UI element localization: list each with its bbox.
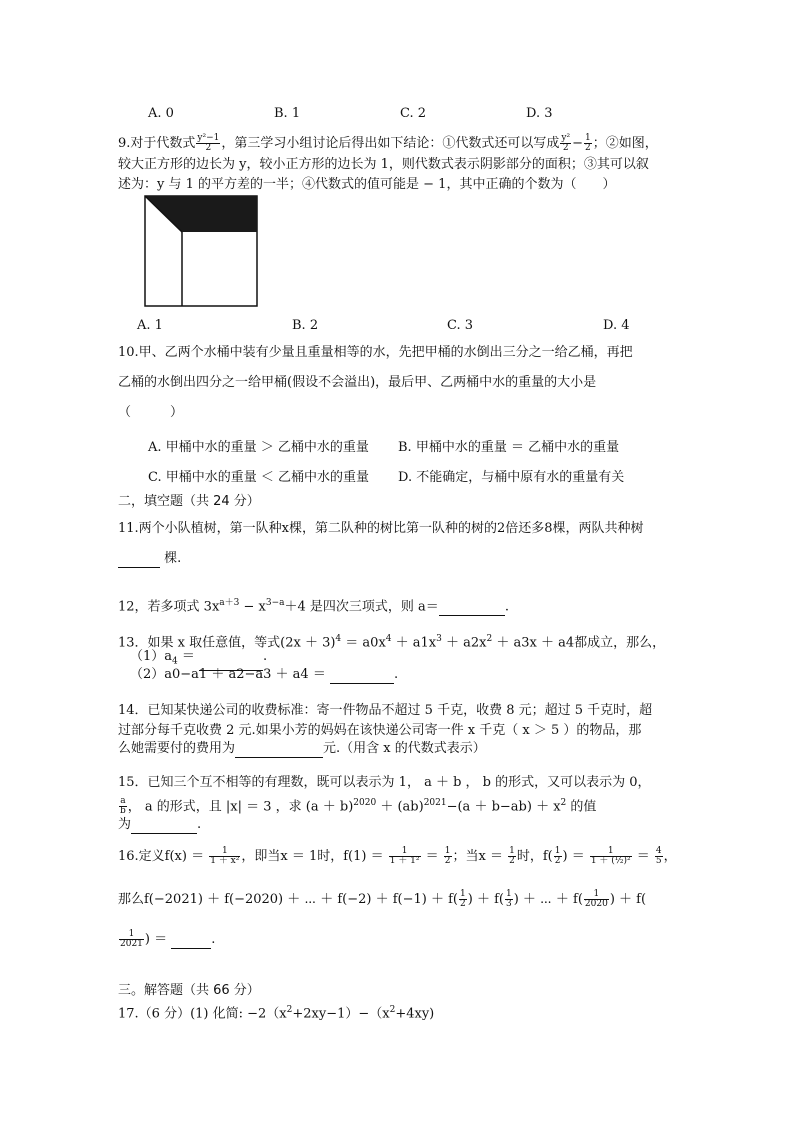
q13-sub2-blank[interactable] — [330, 669, 394, 684]
q16-answer-blank[interactable] — [171, 934, 211, 949]
q9-option-b: B. 2 — [292, 318, 319, 333]
q14-line-1: 14．已知某快递公司的收费标准：寄一件物品不超过 5 千克，收费 8 元；超过 5 千克时，超 — [118, 703, 653, 718]
section-3-heading: 三。解答题（共 66 分） — [118, 983, 260, 998]
square-figure — [144, 195, 260, 309]
q9-fraction-2: $\frac{\text{y²}}{2}$ — [561, 133, 571, 153]
q16-line-1: 16.定义f(x) ＝ $\frac{1}{\text{1 ＋ x²}}$ ，即当x ＝ 1时，f(1) ＝ $\frac{1}{\text{1 ＋ 1²}}$ ＝ $\frac{1}{2}$ ；当x ＝ $\frac{1}{2}$ 时，f( $\frac{1}{2}$ ) ＝ $\frac{1}{\text{1 ＋ (½)²}}$ ＝ $\frac{4}{5}$ ， — [118, 846, 677, 866]
q16-fraction-result: $\frac{4}{5}$ — [655, 846, 662, 866]
q9-line-1: 9.对于代数式 $\frac{\text{y²−1}}{2}$ ，第三学习小组讨论后得出如下结论：①代数式还可以写成 $\frac{\text{y²}}{2}$ − $\frac{1}{2}$ ；②如图， — [118, 133, 658, 153]
q16-fraction-half-3: $\frac{1}{2}$ — [554, 846, 561, 866]
q12-line: 12，若多项式 $3x^{a+3} - x^{3-a}+4$ 是四次三项式，则 a＝ . — [118, 598, 509, 615]
q16-fraction-2021: $\frac{1}{2021}$ — [120, 929, 143, 949]
q10-line-2: 乙桶的水倒出四分之一给甲桶(假设不会溢出)，最后甲、乙两桶中水的重量的大小是 — [118, 375, 597, 390]
q16-fraction-2020: $\frac{1}{2020}$ — [584, 889, 608, 909]
q8-option-c: C. 2 — [400, 106, 427, 121]
q16-fraction-fx: $\frac{1}{\text{1 ＋ x²}}$ — [210, 846, 240, 866]
q14-line-3: 么她需要付的费用为 元.（用含 x 的代数式表示） — [118, 741, 486, 756]
q11-line-1: 11.两个小队植树，第一队种x棵，第二队种的树比第一队种的树的2倍还多8棵，两队共种树 — [118, 521, 644, 536]
q8-option-b: B. 1 — [274, 106, 301, 121]
q15-answer-blank[interactable] — [131, 819, 197, 834]
q16-fraction-f1: $\frac{1}{\text{1 ＋ 1²}}$ — [389, 846, 420, 866]
q14-answer-blank[interactable] — [235, 743, 323, 758]
q10-option-d: D. 不能确定，与桶中原有水的重量有关 — [398, 470, 625, 485]
q12-answer-blank[interactable] — [439, 601, 505, 616]
q9-fraction-3: $\frac{1}{2}$ — [585, 133, 591, 153]
q10-line-1: 10.甲、乙两个水桶中装有少量且重量相等的水，先把甲桶的水倒出三分之一给乙桶，再把 — [118, 345, 633, 360]
q15-line-1: 15．已知三个互不相等的有理数，既可以表示为 1， a ＋ b ， b 的形式，又可以表示为 0， — [118, 775, 651, 790]
q16-line-2: 那么f(−2021) ＋ f(−2020) ＋ ⋯ ＋ f(−2) ＋ f(−1) ＋ f( $\frac{1}{2}$ ) ＋ f( $\frac{1}{3}$ ) ＋ ⋯ ＋ f( $\frac{1}{2020}$ ) ＋ f( — [118, 889, 647, 909]
q10-option-b: B. 甲桶中水的重量 ＝ 乙桶中水的重量 — [398, 440, 620, 455]
q11-line-2: 棵. — [118, 550, 181, 568]
q15-line-3: 为 . — [118, 817, 202, 832]
q16-fraction-fhalf: $\frac{1}{\text{1 ＋ (½)²}}$ — [590, 846, 631, 866]
q11-answer-blank[interactable] — [118, 553, 160, 568]
q8-option-a: A. 0 — [148, 106, 174, 121]
q16-fraction-half-4: $\frac{1}{2}$ — [460, 889, 466, 909]
q10-line-3: （ ） — [118, 405, 184, 420]
q9-line-2: 较大正方形的边长为 y，较小正方形的边长为 1，则代数式表示阴影部分的面积；③其可以叙 — [118, 157, 649, 172]
q15-fraction-a-over-b: $\frac{a}{b}$ — [120, 796, 126, 817]
q9-option-d: D. 4 — [603, 318, 630, 333]
q13-line-1: 13．如果 x 取任意值，等式$(2x + 3)^4 = a0x^4 + a1x^3 + a2x^2 + a3x + a4$都成立，那么， — [118, 634, 666, 651]
q13-sub-2: （2）a0−a1 ＋ a2−a3 ＋ a4 ＝ . — [130, 667, 399, 682]
q13-sub-1: $(1)a_4$ ＝ . — [130, 648, 267, 671]
q16-fraction-half: $\frac{1}{2}$ — [444, 846, 451, 866]
q10-option-c: C. 甲桶中水的重量 ＜ 乙桶中水的重量 — [148, 470, 370, 485]
q15-line-2: $\frac{a}{b}$ ， a 的形式，且 |x| ＝ 3 ，求 $(a + b)^{2020} + (ab)^{2021}-(a + b-ab) + x^2$ 的值 — [120, 796, 597, 817]
q10-option-a: A. 甲桶中水的重量 ＞ 乙桶中水的重量 — [148, 440, 369, 455]
q14-line-2: 过部分每千克收费 2 元.如果小芳的妈妈在该快递公司寄一件 x 千克（ x ＞ 5 ）的物品，那 — [118, 723, 642, 738]
q9-line-3: 述为：y 与 1 的平方差的一半；④代数式的值可能是 − 1，其中正确的个数为（ ） — [118, 177, 616, 192]
q8-option-d: D. 3 — [526, 106, 553, 121]
q16-fraction-half-2: $\frac{1}{2}$ — [509, 846, 515, 866]
q9-option-a: A. 1 — [137, 318, 163, 333]
q9-option-c: C. 3 — [447, 318, 474, 333]
q17-line-1: 17.（6 分）(1) 化简: $-2(x^2+2xy-1)-(x^2+4xy)$ — [118, 1005, 435, 1022]
q16-line-3: $\frac{1}{2021}$ ) ＝ . — [120, 929, 216, 949]
q16-fraction-third: $\frac{1}{3}$ — [505, 889, 512, 909]
q9-fraction-1: $\frac{\text{y²−1}}{2}$ — [197, 133, 220, 153]
section-2-heading: 二，填空题（共 24 分） — [118, 494, 260, 509]
